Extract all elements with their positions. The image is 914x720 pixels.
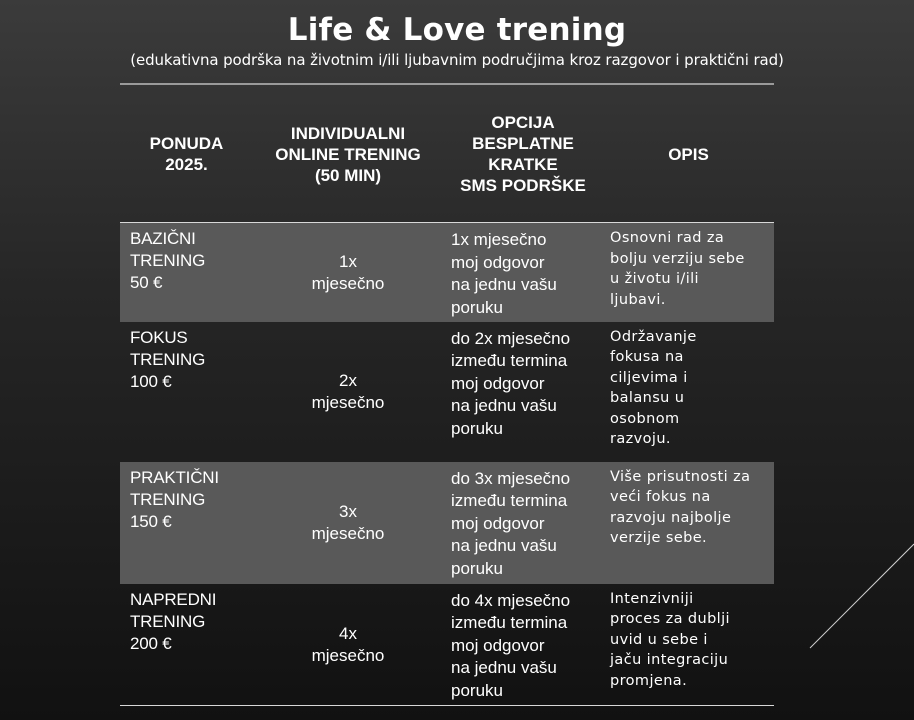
package-name: FOKUS TRENING 100 € (130, 327, 206, 391)
package-name: PRAKTIČNI TRENING 150 € (130, 467, 219, 531)
package-description: Osnovni rad za bolju verziju sebe u životu i/ili ljubavi. (610, 230, 745, 308)
training-frequency: 4x mjesečno (253, 584, 443, 706)
page-subtitle: (edukativna podrška na životnim i/ili ljubavnim područjima kroz razgovor i praktični rad) (130, 51, 784, 69)
training-frequency: 1x mjesečno (311, 251, 385, 293)
sms-support: do 4x mjesečno između termina moj odgovor na jednu vašu poruku (443, 584, 603, 706)
training-frequency: 3x mjesečno (311, 502, 385, 543)
sms-support: do 2x mjesečno između termina moj odgovor na jednu vašu poruku (451, 328, 571, 438)
header-description: OPIS (603, 86, 774, 223)
package-description: Više prisutnosti za veći fokus na razvoju najbolje verzije sebe. (610, 468, 751, 546)
sms-support: 1x mjesečno moj odgovor na jednu vašu poruku (451, 230, 557, 317)
header-offer: PONUDA 2025. (120, 86, 253, 223)
package-description: Intenzivniji proces za dublji uvid u sebe i jaču integraciju promjena. (603, 584, 774, 706)
package-description: Održavanje fokusa na ciljevima i balansu u osobnom razvoju. (610, 328, 697, 447)
package-name: NAPREDNI TRENING 200 € (120, 584, 253, 706)
header-sms-support: OPCIJA BESPLATNE KRATKE SMS PODRŠKE (443, 86, 603, 223)
page-title: Life & Love trening (287, 12, 627, 48)
header-online-training: INDIVIDUALNI ONLINE TRENING (50 MIN) (253, 86, 443, 223)
package-name: BAZIČNI TRENING 50 € (130, 229, 206, 292)
sms-support: do 3x mjesečno između termina moj odgovor na jednu vašu poruku (451, 468, 571, 578)
training-frequency: 2x mjesečno (311, 371, 385, 412)
